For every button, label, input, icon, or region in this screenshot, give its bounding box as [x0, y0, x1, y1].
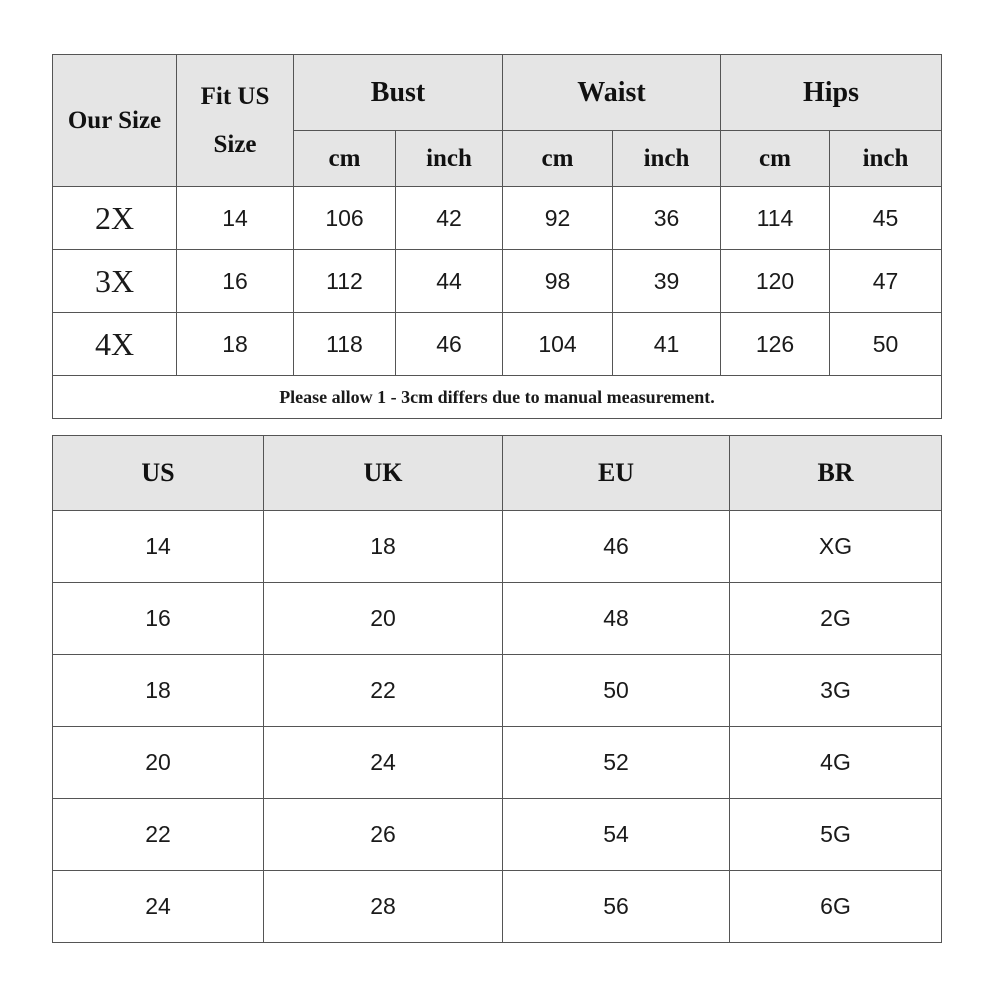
size-measurement-table — [52, 54, 942, 419]
cell-us: 14 — [53, 511, 264, 583]
header-fit-us-size: Fit US Size — [177, 55, 294, 187]
cell-us: 22 — [53, 799, 264, 871]
conversion-row — [53, 871, 942, 943]
measurement-note: Please allow 1 - 3cm differs due to manual measurement. — [53, 376, 942, 419]
header-hips: Hips — [721, 55, 942, 131]
header-br: BR — [730, 436, 942, 511]
cell-fit-us: 16 — [177, 250, 294, 313]
cell-br: 6G — [730, 871, 942, 943]
cell-br: 2G — [730, 583, 942, 655]
cell-uk: 22 — [264, 655, 503, 727]
cell-eu: 56 — [503, 871, 730, 943]
cell-us: 24 — [53, 871, 264, 943]
header-us: US — [53, 436, 264, 511]
cell-waist-inch: 36 — [613, 187, 721, 250]
cell-waist-cm: 98 — [503, 250, 613, 313]
cell-eu: 54 — [503, 799, 730, 871]
header-bust-inch: inch — [396, 131, 503, 187]
conversion-row — [53, 583, 942, 655]
cell-waist-cm: 92 — [503, 187, 613, 250]
cell-uk: 20 — [264, 583, 503, 655]
header-waist-inch: inch — [613, 131, 721, 187]
cell-eu: 46 — [503, 511, 730, 583]
cell-br: 3G — [730, 655, 942, 727]
header-bust: Bust — [294, 55, 503, 131]
conversion-row — [53, 727, 942, 799]
cell-fit-us: 14 — [177, 187, 294, 250]
cell-us: 18 — [53, 655, 264, 727]
cell-hips-inch: 45 — [830, 187, 942, 250]
cell-our-size: 4X — [53, 313, 177, 376]
conversion-row — [53, 511, 942, 583]
cell-waist-inch: 39 — [613, 250, 721, 313]
cell-uk: 28 — [264, 871, 503, 943]
conversion-row — [53, 655, 942, 727]
header-bust-cm: cm — [294, 131, 396, 187]
cell-waist-inch: 41 — [613, 313, 721, 376]
size-row — [53, 187, 942, 250]
cell-us: 16 — [53, 583, 264, 655]
cell-hips-cm: 126 — [721, 313, 830, 376]
cell-uk: 26 — [264, 799, 503, 871]
cell-us: 20 — [53, 727, 264, 799]
cell-eu: 52 — [503, 727, 730, 799]
size-conversion-table — [52, 435, 942, 943]
size-row — [53, 313, 942, 376]
header-our-size: Our Size — [53, 55, 177, 187]
header-waist-cm: cm — [503, 131, 613, 187]
cell-bust-inch: 42 — [396, 187, 503, 250]
cell-our-size: 2X — [53, 187, 177, 250]
cell-br: 4G — [730, 727, 942, 799]
cell-bust-inch: 46 — [396, 313, 503, 376]
header-waist: Waist — [503, 55, 721, 131]
cell-our-size: 3X — [53, 250, 177, 313]
cell-bust-inch: 44 — [396, 250, 503, 313]
cell-bust-cm: 112 — [294, 250, 396, 313]
cell-bust-cm: 106 — [294, 187, 396, 250]
cell-uk: 24 — [264, 727, 503, 799]
header-hips-inch: inch — [830, 131, 942, 187]
cell-eu: 50 — [503, 655, 730, 727]
cell-eu: 48 — [503, 583, 730, 655]
header-uk: UK — [264, 436, 503, 511]
header-hips-cm: cm — [721, 131, 830, 187]
cell-hips-cm: 120 — [721, 250, 830, 313]
cell-hips-inch: 47 — [830, 250, 942, 313]
cell-br: XG — [730, 511, 942, 583]
cell-waist-cm: 104 — [503, 313, 613, 376]
conversion-row — [53, 799, 942, 871]
size-row — [53, 250, 942, 313]
cell-uk: 18 — [264, 511, 503, 583]
cell-hips-inch: 50 — [830, 313, 942, 376]
cell-br: 5G — [730, 799, 942, 871]
cell-fit-us: 18 — [177, 313, 294, 376]
cell-hips-cm: 114 — [721, 187, 830, 250]
header-eu: EU — [503, 436, 730, 511]
cell-bust-cm: 118 — [294, 313, 396, 376]
